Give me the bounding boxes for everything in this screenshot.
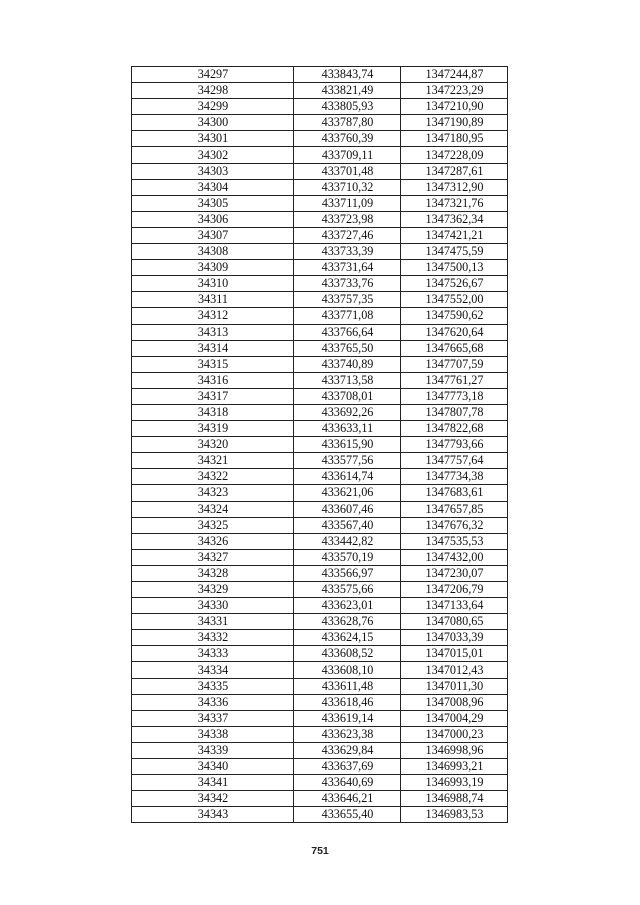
x-coordinate-cell: 433618,46 <box>294 694 401 710</box>
y-coordinate-cell: 1347757,64 <box>401 453 508 469</box>
table-row <box>132 340 508 356</box>
point-id-cell: 34311 <box>132 292 294 308</box>
table-row <box>132 292 508 308</box>
coordinates-table <box>131 66 508 823</box>
y-coordinate-cell: 1347761,27 <box>401 372 508 388</box>
x-coordinate-cell: 433765,50 <box>294 340 401 356</box>
table-row <box>132 807 508 823</box>
table-row <box>132 549 508 565</box>
y-coordinate-cell: 1347432,00 <box>401 549 508 565</box>
x-coordinate-cell: 433766,64 <box>294 324 401 340</box>
table-row <box>132 421 508 437</box>
point-id-cell: 34312 <box>132 308 294 324</box>
table-row <box>132 582 508 598</box>
x-coordinate-cell: 433733,76 <box>294 276 401 292</box>
coordinates-table-body <box>132 67 508 823</box>
x-coordinate-cell: 433614,74 <box>294 469 401 485</box>
x-coordinate-cell: 433757,35 <box>294 292 401 308</box>
x-coordinate-cell: 433570,19 <box>294 549 401 565</box>
y-coordinate-cell: 1347620,64 <box>401 324 508 340</box>
y-coordinate-cell: 1346998,96 <box>401 742 508 758</box>
y-coordinate-cell: 1347665,68 <box>401 340 508 356</box>
y-coordinate-cell: 1346993,21 <box>401 759 508 775</box>
y-coordinate-cell: 1347287,61 <box>401 163 508 179</box>
y-coordinate-cell: 1347012,43 <box>401 662 508 678</box>
x-coordinate-cell: 433633,11 <box>294 421 401 437</box>
table-row <box>132 260 508 276</box>
point-id-cell: 34316 <box>132 372 294 388</box>
point-id-cell: 34333 <box>132 646 294 662</box>
x-coordinate-cell: 433607,46 <box>294 501 401 517</box>
point-id-cell: 34298 <box>132 83 294 99</box>
point-id-cell: 34299 <box>132 99 294 115</box>
table-row <box>132 244 508 260</box>
table-row <box>132 163 508 179</box>
y-coordinate-cell: 1347773,18 <box>401 388 508 404</box>
table-row <box>132 179 508 195</box>
table-row <box>132 742 508 758</box>
x-coordinate-cell: 433637,69 <box>294 759 401 775</box>
x-coordinate-cell: 433708,01 <box>294 388 401 404</box>
table-row <box>132 372 508 388</box>
table-row <box>132 388 508 404</box>
point-id-cell: 34324 <box>132 501 294 517</box>
table-row <box>132 276 508 292</box>
point-id-cell: 34326 <box>132 533 294 549</box>
y-coordinate-cell: 1347133,64 <box>401 598 508 614</box>
table-row <box>132 324 508 340</box>
table-row <box>132 437 508 453</box>
point-id-cell: 34313 <box>132 324 294 340</box>
x-coordinate-cell: 433711,09 <box>294 195 401 211</box>
x-coordinate-cell: 433709,11 <box>294 147 401 163</box>
table-row <box>132 227 508 243</box>
point-id-cell: 34297 <box>132 67 294 83</box>
x-coordinate-cell: 433628,76 <box>294 614 401 630</box>
table-row <box>132 195 508 211</box>
y-coordinate-cell: 1347223,29 <box>401 83 508 99</box>
x-coordinate-cell: 433575,66 <box>294 582 401 598</box>
point-id-cell: 34301 <box>132 131 294 147</box>
point-id-cell: 34302 <box>132 147 294 163</box>
point-id-cell: 34330 <box>132 598 294 614</box>
y-coordinate-cell: 1347015,01 <box>401 646 508 662</box>
x-coordinate-cell: 433608,52 <box>294 646 401 662</box>
x-coordinate-cell: 433843,74 <box>294 67 401 83</box>
table-row <box>132 662 508 678</box>
point-id-cell: 34315 <box>132 356 294 372</box>
table-row <box>132 694 508 710</box>
y-coordinate-cell: 1347590,62 <box>401 308 508 324</box>
table-row <box>132 99 508 115</box>
x-coordinate-cell: 433713,58 <box>294 372 401 388</box>
table-row <box>132 453 508 469</box>
point-id-cell: 34332 <box>132 630 294 646</box>
x-coordinate-cell: 433623,01 <box>294 598 401 614</box>
y-coordinate-cell: 1347683,61 <box>401 485 508 501</box>
point-id-cell: 34304 <box>132 179 294 195</box>
y-coordinate-cell: 1347004,29 <box>401 710 508 726</box>
point-id-cell: 34321 <box>132 453 294 469</box>
table-row <box>132 517 508 533</box>
y-coordinate-cell: 1347421,21 <box>401 227 508 243</box>
point-id-cell: 34336 <box>132 694 294 710</box>
table-row <box>132 469 508 485</box>
y-coordinate-cell: 1347475,59 <box>401 244 508 260</box>
y-coordinate-cell: 1347321,76 <box>401 195 508 211</box>
table-row <box>132 308 508 324</box>
x-coordinate-cell: 433740,89 <box>294 356 401 372</box>
x-coordinate-cell: 433805,93 <box>294 99 401 115</box>
y-coordinate-cell: 1347500,13 <box>401 260 508 276</box>
x-coordinate-cell: 433760,39 <box>294 131 401 147</box>
point-id-cell: 34343 <box>132 807 294 823</box>
x-coordinate-cell: 433623,38 <box>294 726 401 742</box>
point-id-cell: 34339 <box>132 742 294 758</box>
point-id-cell: 34334 <box>132 662 294 678</box>
x-coordinate-cell: 433621,06 <box>294 485 401 501</box>
point-id-cell: 34340 <box>132 759 294 775</box>
x-coordinate-cell: 433727,46 <box>294 227 401 243</box>
table-row <box>132 614 508 630</box>
x-coordinate-cell: 433646,21 <box>294 791 401 807</box>
table-row <box>132 775 508 791</box>
point-id-cell: 34309 <box>132 260 294 276</box>
x-coordinate-cell: 433771,08 <box>294 308 401 324</box>
y-coordinate-cell: 1347008,96 <box>401 694 508 710</box>
point-id-cell: 34341 <box>132 775 294 791</box>
point-id-cell: 34307 <box>132 227 294 243</box>
x-coordinate-cell: 433821,49 <box>294 83 401 99</box>
point-id-cell: 34320 <box>132 437 294 453</box>
point-id-cell: 34335 <box>132 678 294 694</box>
x-coordinate-cell: 433608,10 <box>294 662 401 678</box>
y-coordinate-cell: 1347362,34 <box>401 211 508 227</box>
x-coordinate-cell: 433701,48 <box>294 163 401 179</box>
y-coordinate-cell: 1347734,38 <box>401 469 508 485</box>
y-coordinate-cell: 1347180,95 <box>401 131 508 147</box>
table-row <box>132 501 508 517</box>
table-row <box>132 83 508 99</box>
point-id-cell: 34317 <box>132 388 294 404</box>
point-id-cell: 34322 <box>132 469 294 485</box>
point-id-cell: 34314 <box>132 340 294 356</box>
point-id-cell: 34308 <box>132 244 294 260</box>
table-row <box>132 131 508 147</box>
point-id-cell: 34325 <box>132 517 294 533</box>
x-coordinate-cell: 433640,69 <box>294 775 401 791</box>
point-id-cell: 34329 <box>132 582 294 598</box>
y-coordinate-cell: 1347244,87 <box>401 67 508 83</box>
point-id-cell: 34337 <box>132 710 294 726</box>
x-coordinate-cell: 433624,15 <box>294 630 401 646</box>
x-coordinate-cell: 433566,97 <box>294 565 401 581</box>
table-row <box>132 598 508 614</box>
table-row <box>132 67 508 83</box>
table-row <box>132 646 508 662</box>
y-coordinate-cell: 1347228,09 <box>401 147 508 163</box>
y-coordinate-cell: 1347552,00 <box>401 292 508 308</box>
x-coordinate-cell: 433611,48 <box>294 678 401 694</box>
table-row <box>132 147 508 163</box>
y-coordinate-cell: 1347657,85 <box>401 501 508 517</box>
y-coordinate-cell: 1347822,68 <box>401 421 508 437</box>
point-id-cell: 34328 <box>132 565 294 581</box>
x-coordinate-cell: 433710,32 <box>294 179 401 195</box>
table-row <box>132 678 508 694</box>
y-coordinate-cell: 1347190,89 <box>401 115 508 131</box>
x-coordinate-cell: 433577,56 <box>294 453 401 469</box>
table-row <box>132 791 508 807</box>
table-row <box>132 115 508 131</box>
y-coordinate-cell: 1347676,32 <box>401 517 508 533</box>
y-coordinate-cell: 1347807,78 <box>401 404 508 420</box>
y-coordinate-cell: 1347312,90 <box>401 179 508 195</box>
x-coordinate-cell: 433655,40 <box>294 807 401 823</box>
y-coordinate-cell: 1347793,66 <box>401 437 508 453</box>
x-coordinate-cell: 433442,82 <box>294 533 401 549</box>
x-coordinate-cell: 433629,84 <box>294 742 401 758</box>
table-row <box>132 565 508 581</box>
table-row <box>132 726 508 742</box>
y-coordinate-cell: 1347707,59 <box>401 356 508 372</box>
x-coordinate-cell: 433787,80 <box>294 115 401 131</box>
point-id-cell: 34323 <box>132 485 294 501</box>
y-coordinate-cell: 1347210,90 <box>401 99 508 115</box>
y-coordinate-cell: 1346988,74 <box>401 791 508 807</box>
point-id-cell: 34306 <box>132 211 294 227</box>
y-coordinate-cell: 1347526,67 <box>401 276 508 292</box>
x-coordinate-cell: 433692,26 <box>294 404 401 420</box>
y-coordinate-cell: 1347000,23 <box>401 726 508 742</box>
x-coordinate-cell: 433733,39 <box>294 244 401 260</box>
point-id-cell: 34338 <box>132 726 294 742</box>
point-id-cell: 34303 <box>132 163 294 179</box>
point-id-cell: 34318 <box>132 404 294 420</box>
point-id-cell: 34319 <box>132 421 294 437</box>
table-row <box>132 211 508 227</box>
table-row <box>132 485 508 501</box>
y-coordinate-cell: 1346983,53 <box>401 807 508 823</box>
point-id-cell: 34300 <box>132 115 294 131</box>
point-id-cell: 34327 <box>132 549 294 565</box>
point-id-cell: 34342 <box>132 791 294 807</box>
y-coordinate-cell: 1347080,65 <box>401 614 508 630</box>
page-number: 751 <box>311 845 329 857</box>
table-row <box>132 356 508 372</box>
x-coordinate-cell: 433619,14 <box>294 710 401 726</box>
y-coordinate-cell: 1346993,19 <box>401 775 508 791</box>
y-coordinate-cell: 1347011,30 <box>401 678 508 694</box>
y-coordinate-cell: 1347230,07 <box>401 565 508 581</box>
table-row <box>132 630 508 646</box>
table-row <box>132 533 508 549</box>
table-row <box>132 759 508 775</box>
y-coordinate-cell: 1347206,79 <box>401 582 508 598</box>
x-coordinate-cell: 433615,90 <box>294 437 401 453</box>
y-coordinate-cell: 1347535,53 <box>401 533 508 549</box>
table-row <box>132 710 508 726</box>
y-coordinate-cell: 1347033,39 <box>401 630 508 646</box>
point-id-cell: 34331 <box>132 614 294 630</box>
x-coordinate-cell: 433567,40 <box>294 517 401 533</box>
point-id-cell: 34305 <box>132 195 294 211</box>
x-coordinate-cell: 433723,98 <box>294 211 401 227</box>
point-id-cell: 34310 <box>132 276 294 292</box>
table-row <box>132 404 508 420</box>
x-coordinate-cell: 433731,64 <box>294 260 401 276</box>
